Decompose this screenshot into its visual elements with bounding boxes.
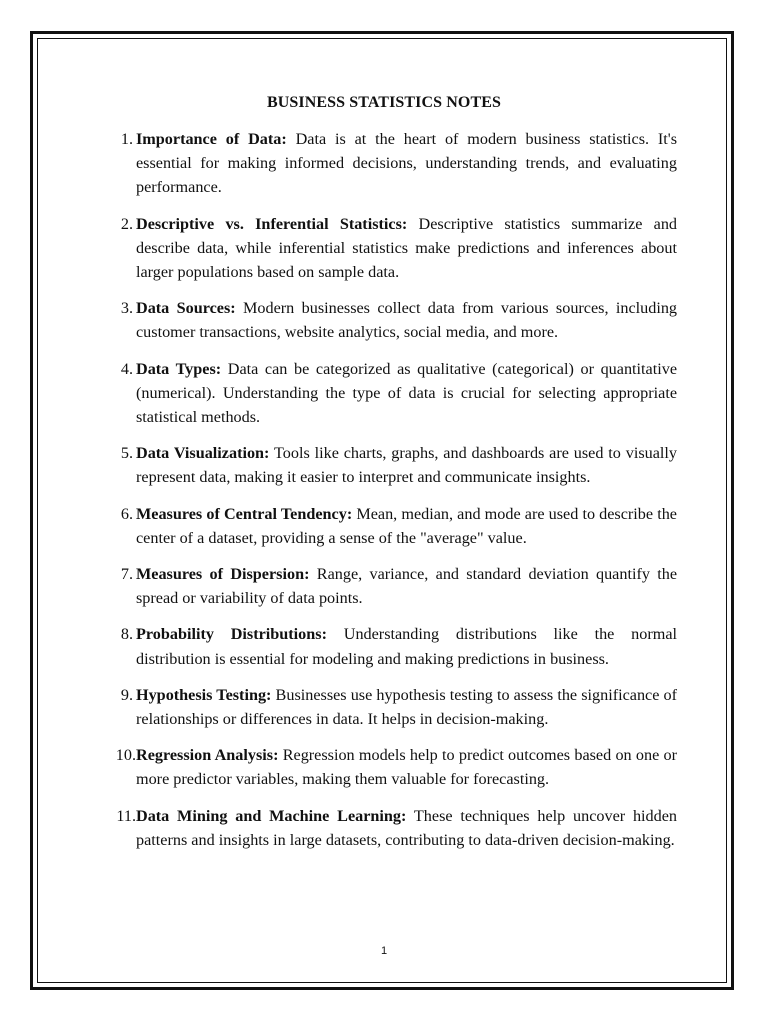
note-heading: Regression Analysis:	[136, 746, 279, 765]
note-number: 3.	[120, 299, 133, 318]
note-number: 4.	[120, 359, 133, 378]
notes-list	[100, 127, 677, 864]
note-heading: Measures of Central Tendency:	[136, 504, 353, 523]
note-heading: Probability Distributions:	[136, 625, 327, 644]
note-heading: Data Types:	[136, 359, 222, 378]
note-text: These techniques help uncover hidden patterns and insights in large datasets, contributing to data-driven decision-making.	[136, 806, 678, 849]
note-text: Data is at the heart of modern business statistics. It's essential for making informed decisions, understanding trends, and evaluating performance.	[136, 130, 677, 197]
page-number: 1	[380, 945, 388, 957]
note-heading: Data Mining and Machine Learning:	[136, 806, 407, 825]
note-text: Tools like charts, graphs, and dashboards are used to visually represent data, making it easier to interpret and communicate insights.	[136, 444, 677, 487]
note-heading: Data Sources:	[136, 299, 236, 318]
note-item	[100, 502, 677, 550]
note-number: 10.	[115, 746, 136, 765]
note-text: Mean, median, and mode are used to describe the center of a dataset, providing a sense of the "average" value.	[136, 504, 677, 547]
note-number: 5.	[120, 444, 133, 463]
note-text: Descriptive statistics summarize and describe data, while inferential statistics make predictions and inferences about larger populations based on sample data.	[136, 214, 678, 282]
note-text: Businesses use hypothesis testing to assess the significance of relationships or differences in data. It helps in decision-making.	[136, 685, 677, 729]
note-heading: Measures of Dispersion:	[136, 565, 310, 584]
note-item	[100, 357, 677, 430]
note-heading: Importance of Data:	[136, 130, 287, 148]
note-number: 9.	[120, 685, 133, 704]
note-number: 1.	[120, 130, 133, 148]
note-item	[100, 743, 677, 791]
note-item	[100, 296, 677, 344]
note-number: 2.	[120, 214, 133, 233]
document-title: BUSINESS STATISTICS NOTES	[266, 94, 501, 111]
note-item	[100, 622, 677, 670]
note-heading: Hypothesis Testing:	[136, 685, 272, 704]
note-number: 7.	[120, 565, 133, 584]
note-text: Understanding distributions like the normal distribution is essential for modeling and making predictions in business.	[136, 625, 677, 668]
note-item	[100, 127, 677, 200]
note-item	[100, 683, 677, 731]
note-text: Range, variance, and standard deviation quantify the spread or variability of data points.	[136, 565, 678, 608]
note-heading: Descriptive vs. Inferential Statistics:	[136, 214, 408, 233]
note-heading: Data Visualization:	[136, 444, 270, 463]
note-number: 11.	[116, 806, 136, 825]
note-item	[100, 804, 677, 852]
note-item	[100, 212, 677, 285]
note-number: 8.	[120, 625, 133, 644]
note-item	[100, 562, 677, 610]
note-item	[100, 441, 677, 489]
note-number: 6.	[120, 504, 133, 523]
note-text: Modern businesses collect data from various sources, including customer transactions, website analytics, social media, and more.	[136, 299, 678, 342]
note-text: Data can be categorized as qualitative (categorical) or quantitative (numerical). Understanding the type of data is crucial for selecting appropriate statistical methods.	[136, 359, 678, 427]
note-text: Regression models help to predict outcomes based on one or more predictor variables, making them valuable for forecasting.	[136, 746, 677, 789]
